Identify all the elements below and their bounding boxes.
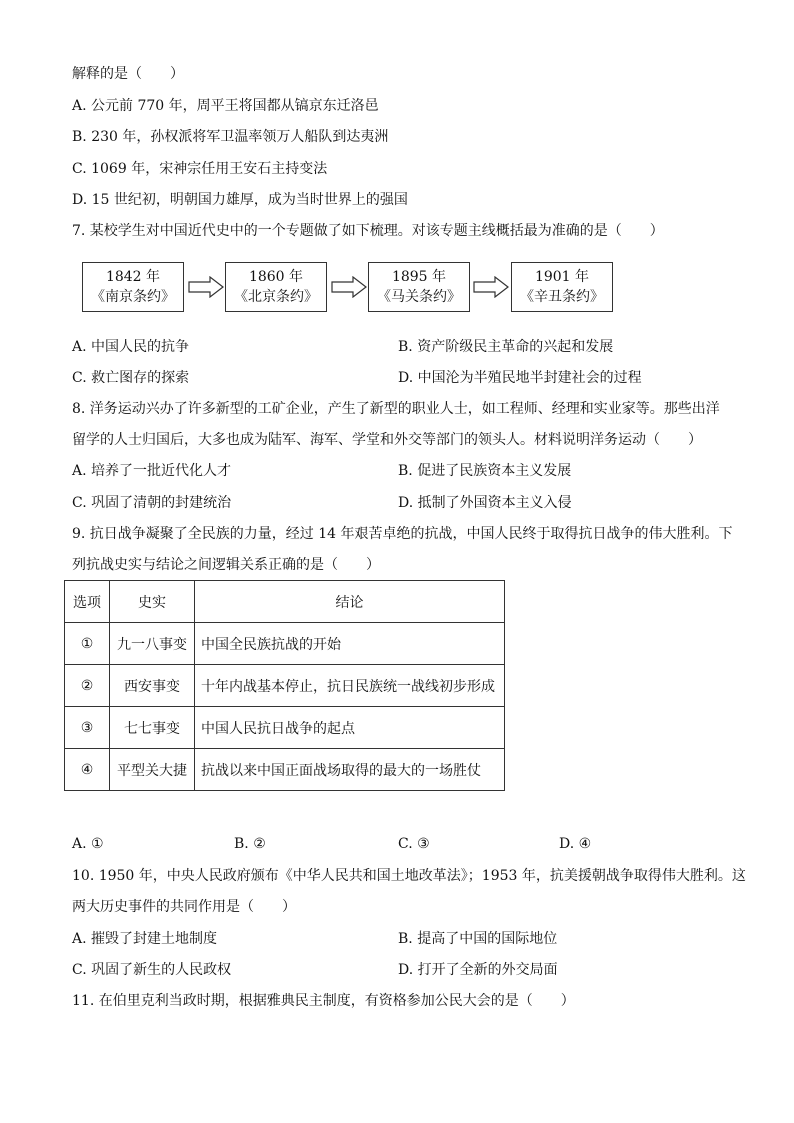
q10-stem-line1: 10. 1950 年，中央人民政府颁布《中华人民共和国土地改革法》；1953 年，抗美援朝战争取得伟大胜利。这 <box>72 868 746 884</box>
table-cell: 平型关大捷 <box>110 749 195 791</box>
q6-option-c[interactable]: C. 1069 年，宋神宗任用王安石主持变法 <box>72 161 328 177</box>
q9-stem-line2: 列抗战史实与结论之间逻辑关系正确的是（ ） <box>72 557 380 573</box>
table-cell: 十年内战基本停止，抗日民族统一战线初步形成 <box>195 665 505 707</box>
table-cell: ③ <box>65 707 110 749</box>
table-cell: ② <box>65 665 110 707</box>
table-row <box>65 707 505 749</box>
timeline-year: 1895 年 <box>391 269 447 285</box>
q8-option-b[interactable]: B. 促进了民族资本主义发展 <box>398 463 572 479</box>
timeline-treaty: 《北京条约》 <box>234 289 318 305</box>
timeline-treaty: 《南京条约》 <box>91 289 175 305</box>
q7-option-d[interactable]: D. 中国沦为半殖民地半封建社会的过程 <box>398 370 642 386</box>
q10-option-d[interactable]: D. 打开了全新的外交局面 <box>398 962 558 978</box>
table-cell: 七七事变 <box>110 707 195 749</box>
q6-stem-tail: 解释的是（ ） <box>72 66 184 82</box>
right-arrow-icon <box>473 276 509 298</box>
table-header: 选项 <box>65 581 110 623</box>
q8-option-a[interactable]: A. 培养了一批近代化人才 <box>72 463 232 479</box>
q11-stem: 11. 在伯里克利当政时期，根据雅典民主制度，有资格参加公民大会的是（ ） <box>72 993 575 1009</box>
timeline-year: 1842 年 <box>105 269 161 285</box>
timeline-year: 1901 年 <box>534 269 590 285</box>
right-arrow-icon <box>331 276 367 298</box>
q9-stem-line1: 9. 抗日战争凝聚了全民族的力量，经过 14 年艰苦卓绝的抗战，中国人民终于取得抗日战争的伟大胜利。下 <box>72 526 733 542</box>
timeline-treaty: 《马关条约》 <box>377 289 461 305</box>
table-header: 结论 <box>195 581 505 623</box>
q9-option-c[interactable]: C. ③ <box>398 836 430 852</box>
q6-option-b[interactable]: B. 230 年，孙权派将军卫温率领万人船队到达夷洲 <box>72 129 389 145</box>
q9-option-b[interactable]: B. ② <box>234 836 266 852</box>
table-cell: 西安事变 <box>110 665 195 707</box>
table-row <box>65 623 505 665</box>
q8-option-c[interactable]: C. 巩固了清朝的封建统治 <box>72 495 232 511</box>
q10-option-c[interactable]: C. 巩固了新生的人民政权 <box>72 962 232 978</box>
table-row <box>65 665 505 707</box>
table-cell: 中国全民族抗战的开始 <box>195 623 505 665</box>
q7-option-b[interactable]: B. 资产阶级民主革命的兴起和发展 <box>398 339 614 355</box>
q6-option-d[interactable]: D. 15 世纪初，明朝国力雄厚，成为当时世界上的强国 <box>72 192 408 208</box>
q7-option-a[interactable]: A. 中国人民的抗争 <box>72 339 190 355</box>
q9-history-table <box>64 580 505 791</box>
timeline-box-1901 <box>511 262 613 312</box>
timeline-box-1895 <box>368 262 470 312</box>
table-row <box>65 749 505 791</box>
q9-option-a[interactable]: A. ① <box>72 836 104 852</box>
timeline-treaty: 《辛丑条约》 <box>520 289 604 305</box>
q8-option-d[interactable]: D. 抵制了外国资本主义入侵 <box>398 495 572 511</box>
table-cell: 抗战以来中国正面战场取得的最大的一场胜仗 <box>195 749 505 791</box>
table-cell: ① <box>65 623 110 665</box>
q7-option-c[interactable]: C. 救亡图存的探索 <box>72 370 190 386</box>
table-cell: 九一八事变 <box>110 623 195 665</box>
timeline-year: 1860 年 <box>248 269 304 285</box>
right-arrow-icon <box>188 276 224 298</box>
table-cell: ④ <box>65 749 110 791</box>
q10-stem-line2: 两大历史事件的共同作用是（ ） <box>72 899 296 915</box>
table-header-row <box>65 581 505 623</box>
q8-stem-line2: 留学的人士归国后，大多也成为陆军、海军、学堂和外交等部门的领头人。材料说明洋务运动（ ） <box>72 432 702 448</box>
timeline-box-1842 <box>82 262 184 312</box>
q9-option-d[interactable]: D. ④ <box>559 836 592 852</box>
q8-stem-line1: 8. 洋务运动兴办了许多新型的工矿企业，产生了新型的职业人士，如工程师、经理和实业家等。那些出洋 <box>72 401 720 417</box>
q10-option-b[interactable]: B. 提高了中国的国际地位 <box>398 931 558 947</box>
q7-stem: 7. 某校学生对中国近代史中的一个专题做了如下梳理。对该专题主线概括最为准确的是（ ） <box>72 223 664 239</box>
q6-option-a[interactable]: A. 公元前 770 年，周平王将国都从镐京东迁洛邑 <box>72 98 379 114</box>
table-cell: 中国人民抗日战争的起点 <box>195 707 505 749</box>
timeline-box-1860 <box>225 262 327 312</box>
q10-option-a[interactable]: A. 摧毁了封建土地制度 <box>72 931 218 947</box>
table-header: 史实 <box>110 581 195 623</box>
